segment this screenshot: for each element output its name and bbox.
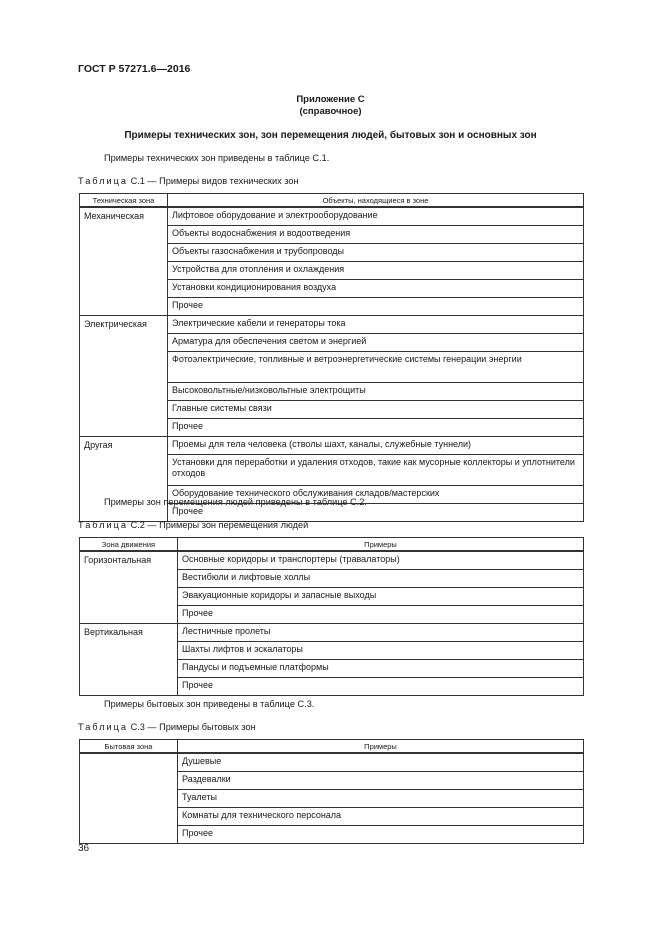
example-cell: Шахты лифтов и эскалаторы [178, 642, 584, 660]
table-1-caption-prefix: Таблица [78, 176, 129, 186]
table-1-caption [78, 176, 299, 186]
zone-category-cell: Другая [80, 437, 168, 522]
example-cell: Туалеты [178, 790, 584, 808]
example-cell: Объекты газоснабжения и трубопроводы [168, 244, 584, 262]
table-3-body [80, 753, 584, 844]
table-3 [79, 739, 584, 844]
appendix-subtitle: (справочное) [299, 106, 362, 117]
table-3-caption [78, 722, 256, 732]
example-cell: Вестибюли и лифтовые холлы [178, 570, 584, 588]
table-row [80, 753, 584, 772]
table-1-caption-text: С.1 — Примеры видов технических зон [128, 176, 299, 186]
zone-category-cell: Электрическая [80, 316, 168, 437]
zone-category-cell: Горизонтальная [80, 551, 178, 624]
example-cell: Основные коридоры и транспортеры (травалаторы) [178, 551, 584, 570]
example-cell: Прочее [168, 419, 584, 437]
example-cell: Проемы для тела человека (стволы шахт, каналы, служебные туннели) [168, 437, 584, 455]
example-cell: Объекты водоснабжения и водоотведения [168, 226, 584, 244]
document-header: ГОСТ Р 57271.6—2016 [78, 63, 191, 75]
example-cell: Установки кондиционирования воздуха [168, 280, 584, 298]
table-2-caption-text: С.2 — Примеры зон перемещения людей [128, 520, 309, 530]
zone-category-cell: Вертикальная [80, 624, 178, 696]
table-1-col2-header: Объекты, находящиеся в зоне [168, 194, 584, 208]
table-2-col1-header: Зона движения [80, 538, 178, 552]
example-cell: Фотоэлектрические, топливные и ветроэнергетические системы генерации энергии [168, 352, 584, 383]
example-cell: Лифтовое оборудование и электрооборудование [168, 207, 584, 226]
table-1-body [80, 207, 584, 522]
paragraph-2: Примеры зон перемещения людей приведены в таблице С.2. [104, 497, 367, 507]
example-cell: Устройства для отопления и охлаждения [168, 262, 584, 280]
table-1-col1-header: Техническая зона [80, 194, 168, 208]
section-title: Примеры технических зон, зон перемещения людей, бытовых зон и основных зон [124, 130, 537, 141]
paragraph-3: Примеры бытовых зон приведены в таблице С.3. [104, 699, 315, 709]
example-cell: Раздевалки [178, 772, 584, 790]
table-3-caption-text: С.3 — Примеры бытовых зон [128, 722, 256, 732]
example-cell: Прочее [178, 606, 584, 624]
example-cell: Прочее [178, 826, 584, 844]
table-3-col2-header: Примеры [178, 740, 584, 754]
example-cell: Установки для переработки и удаления отходов, такие как мусорные коллекторы и уплотнители отходов [168, 455, 584, 486]
table-row [80, 624, 584, 642]
table-row [80, 207, 584, 226]
table-row [80, 437, 584, 455]
example-cell: Главные системы связи [168, 401, 584, 419]
table-2 [79, 537, 584, 696]
table-1 [79, 193, 584, 522]
example-cell: Арматура для обеспечения светом и энергией [168, 334, 584, 352]
example-cell: Комнаты для технического персонала [178, 808, 584, 826]
example-cell: Электрические кабели и генераторы тока [168, 316, 584, 334]
appendix-title: Приложение С [296, 94, 365, 105]
table-2-body [80, 551, 584, 696]
zone-category-cell: Механическая [80, 207, 168, 316]
example-cell: Прочее [168, 504, 584, 522]
zone-category-cell [80, 753, 178, 844]
table-2-col2-header: Примеры [178, 538, 584, 552]
example-cell: Лестничные пролеты [178, 624, 584, 642]
table-3-caption-prefix: Таблица [78, 722, 129, 732]
example-cell: Прочее [178, 678, 584, 696]
example-cell: Душевые [178, 753, 584, 772]
example-cell: Прочее [168, 298, 584, 316]
table-2-caption [78, 520, 308, 530]
example-cell: Оборудование технического обслуживания складов/мастерских [168, 486, 584, 504]
table-row [80, 551, 584, 570]
example-cell: Высоковольтные/низковольтные электрощиты [168, 383, 584, 401]
example-cell: Эвакуационные коридоры и запасные выходы [178, 588, 584, 606]
page-number: 36 [78, 843, 90, 854]
paragraph-1: Примеры технических зон приведены в таблице С.1. [104, 153, 330, 163]
table-row [80, 316, 584, 334]
table-2-caption-prefix: Таблица [78, 520, 129, 530]
table-3-col1-header: Бытовая зона [80, 740, 178, 754]
example-cell: Пандусы и подъемные платформы [178, 660, 584, 678]
